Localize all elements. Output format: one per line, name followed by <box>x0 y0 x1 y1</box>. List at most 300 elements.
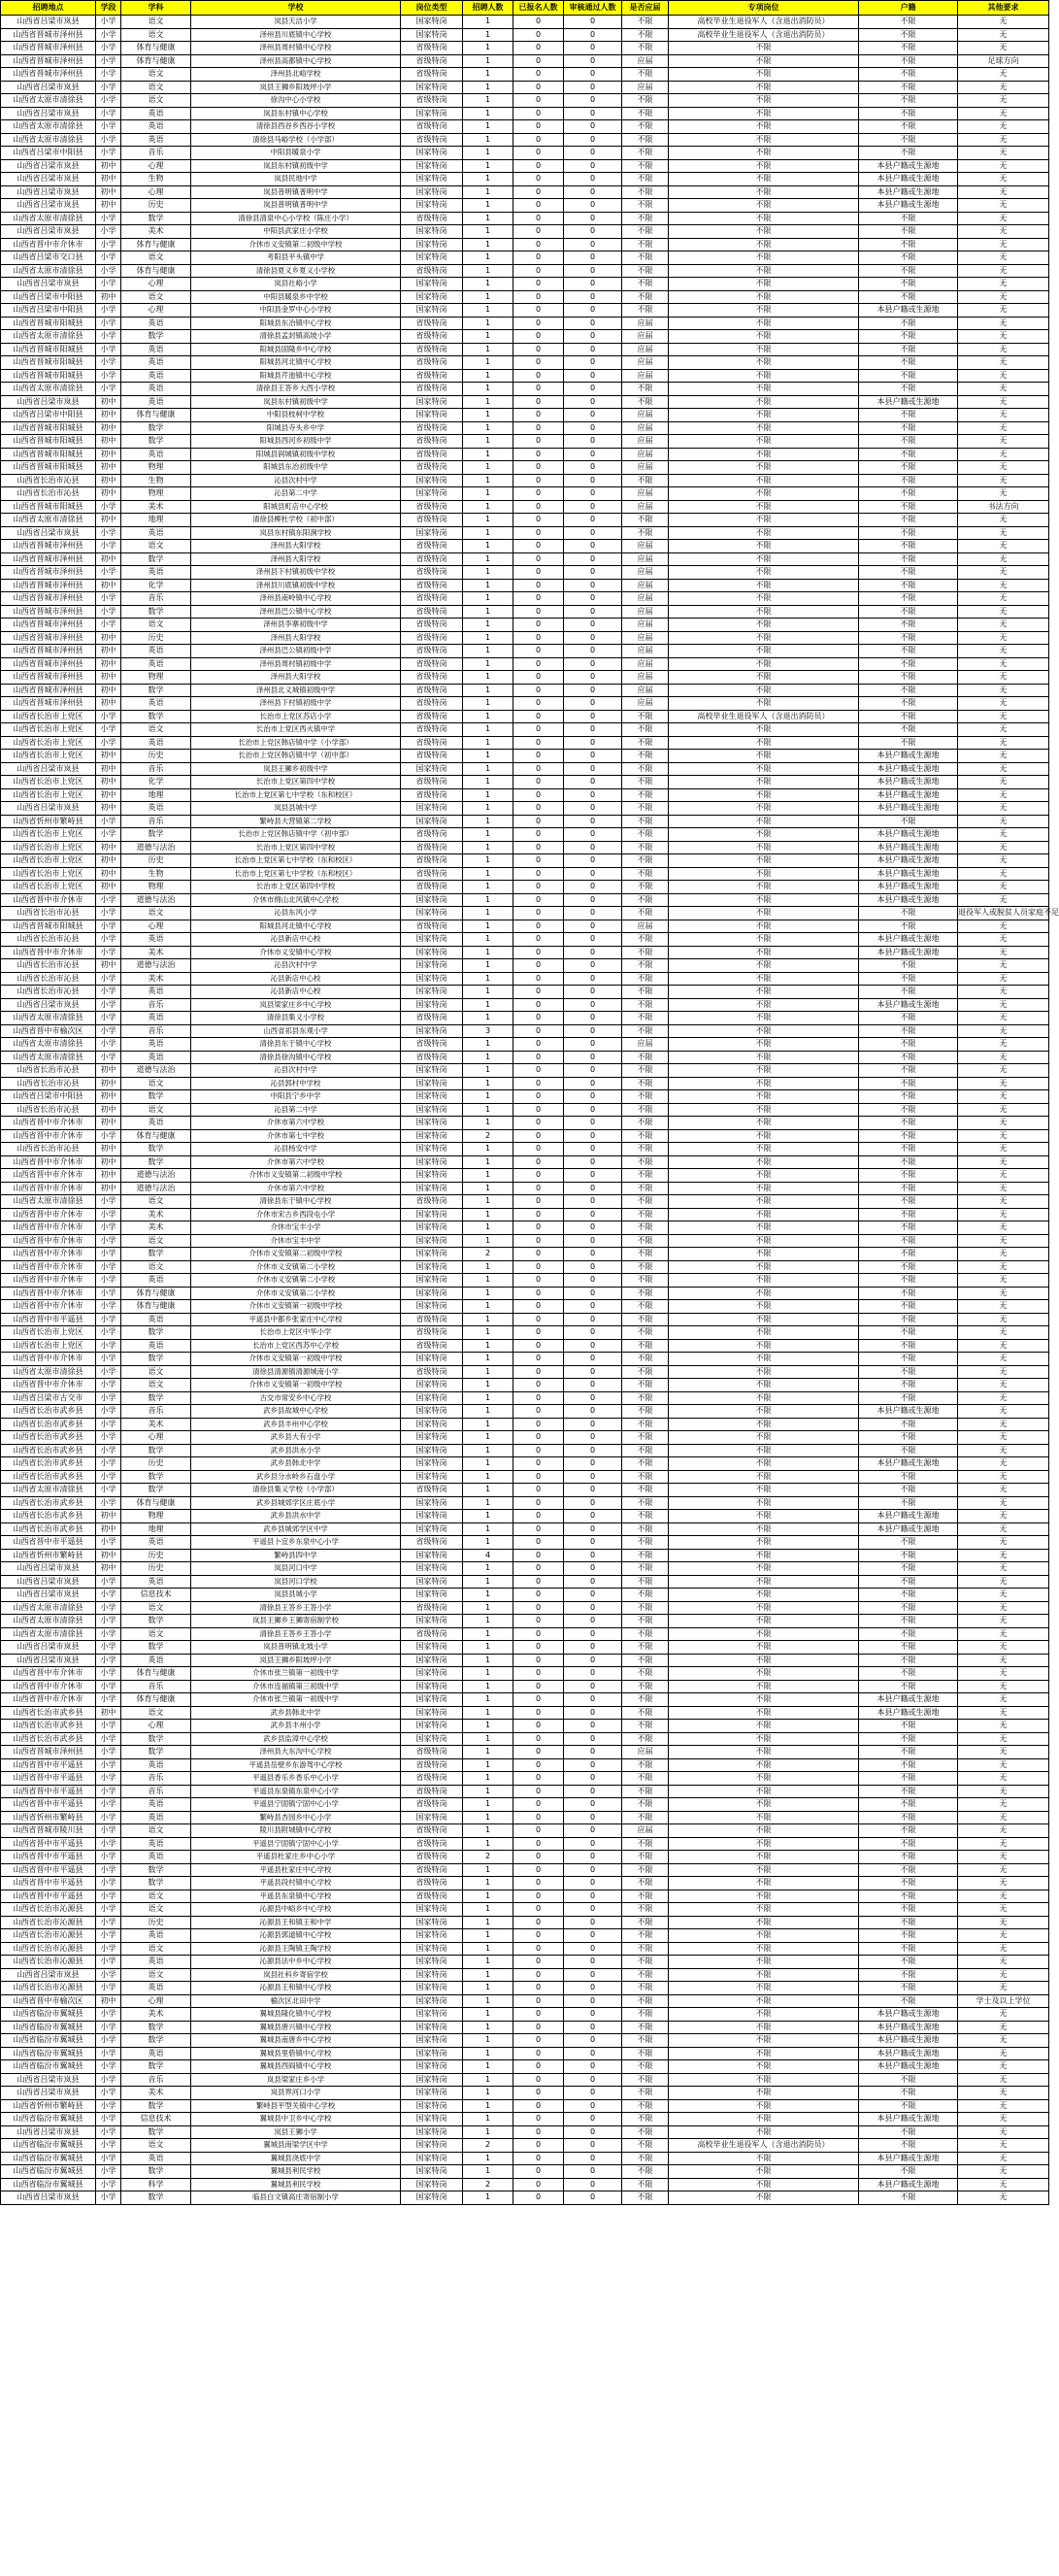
cell-fresh-grad: 不限 <box>622 120 669 134</box>
cell-post-type: 国家特岗 <box>401 1064 463 1078</box>
cell-applied: 0 <box>513 330 564 344</box>
cell-hukou: 不限 <box>859 1641 958 1655</box>
cell-hukou: 不限 <box>859 1221 958 1235</box>
cell-openings: 1 <box>463 1732 513 1746</box>
cell-location: 山西省长治市沁县 <box>1 1064 96 1078</box>
cell-hukou: 不限 <box>859 1877 958 1890</box>
cell-openings: 1 <box>463 1155 513 1169</box>
cell-applied: 0 <box>513 238 564 251</box>
cell-stage: 小学 <box>96 54 121 68</box>
cell-hukou: 不限 <box>859 1994 958 2008</box>
cell-approved: 0 <box>564 1418 622 1431</box>
cell-post-type: 省级特岗 <box>401 94 463 108</box>
cell-approved: 0 <box>564 684 622 697</box>
cell-special-post: 不限 <box>669 1221 859 1235</box>
cell-openings: 1 <box>463 1798 513 1812</box>
cell-location: 山西省晋中市平遥县 <box>1 1313 96 1326</box>
cell-stage: 小学 <box>96 998 121 1012</box>
cell-fresh-grad: 不限 <box>622 42 669 55</box>
cell-applied: 0 <box>513 1916 564 1929</box>
cell-special-post: 不限 <box>669 907 859 920</box>
cell-other: 无 <box>958 1890 1049 1903</box>
cell-fresh-grad: 应届 <box>622 684 669 697</box>
cell-hukou: 不限 <box>859 1956 958 1969</box>
cell-applied: 0 <box>513 343 564 356</box>
cell-approved: 0 <box>564 474 622 487</box>
cell-openings: 1 <box>463 435 513 449</box>
cell-stage: 小学 <box>96 1968 121 1982</box>
cell-school: 泽州县北峪学校 <box>191 68 401 82</box>
cell-school: 长治市上党区韩店镇中学（初中部） <box>191 828 401 842</box>
cell-stage: 小学 <box>96 2034 121 2048</box>
cell-openings: 1 <box>463 762 513 776</box>
cell-approved: 0 <box>564 487 622 501</box>
cell-other: 无 <box>958 1536 1049 1550</box>
cell-school: 阳城县町店中心学校 <box>191 500 401 514</box>
cell-location: 山西省太原市清徐县 <box>1 1051 96 1064</box>
cell-school: 长治市上党区第七中学校（东和校区） <box>191 854 401 868</box>
table-row <box>1 2060 1049 2074</box>
cell-approved: 0 <box>564 1562 622 1576</box>
table-row <box>1 2099 1049 2113</box>
cell-openings: 1 <box>463 1457 513 1471</box>
cell-other: 无 <box>958 1129 1049 1143</box>
cell-hukou: 不限 <box>859 1339 958 1353</box>
cell-applied: 0 <box>513 592 564 606</box>
cell-hukou: 不限 <box>859 1942 958 1956</box>
cell-approved: 0 <box>564 1811 622 1824</box>
cell-other: 无 <box>958 540 1049 553</box>
cell-post-type: 国家特岗 <box>401 998 463 1012</box>
cell-post-type: 国家特岗 <box>401 2073 463 2087</box>
cell-hukou: 不限 <box>859 147 958 160</box>
cell-special-post: 不限 <box>669 2021 859 2034</box>
table-row <box>1 1051 1049 1064</box>
cell-school: 平遥县卜宜乡东泉中心小学 <box>191 1536 401 1550</box>
cell-school: 岚县王狮乡阳坡坪小学 <box>191 1654 401 1667</box>
cell-location: 山西省吕梁市岚县 <box>1 225 96 239</box>
cell-hukou: 本县户籍或生源地 <box>859 2113 958 2126</box>
cell-special-post: 不限 <box>669 1287 859 1300</box>
cell-location: 山西省长治市沁县 <box>1 1143 96 1156</box>
cell-other: 无 <box>958 1444 1049 1457</box>
cell-stage: 小学 <box>96 1942 121 1956</box>
cell-approved: 0 <box>564 435 622 449</box>
cell-approved: 0 <box>564 1956 622 1969</box>
cell-special-post: 不限 <box>669 1627 859 1641</box>
cell-openings: 1 <box>463 723 513 737</box>
cell-openings: 1 <box>463 1811 513 1824</box>
cell-special-post: 不限 <box>669 448 859 461</box>
cell-subject: 语文 <box>121 1260 191 1274</box>
cell-hukou: 不限 <box>859 2139 958 2153</box>
cell-location: 山西省长治市上党区 <box>1 1326 96 1340</box>
cell-openings: 1 <box>463 448 513 461</box>
table-row <box>1 343 1049 356</box>
cell-openings: 1 <box>463 1968 513 1982</box>
cell-other: 无 <box>958 1064 1049 1078</box>
cell-other: 无 <box>958 1863 1049 1877</box>
cell-other: 无 <box>958 1405 1049 1419</box>
cell-other: 无 <box>958 1391 1049 1405</box>
table-row <box>1 723 1049 737</box>
cell-stage: 初中 <box>96 881 121 894</box>
cell-location: 山西省长治市上党区 <box>1 867 96 881</box>
cell-fresh-grad: 不限 <box>622 1903 669 1917</box>
cell-fresh-grad: 不限 <box>622 762 669 776</box>
cell-hukou: 不限 <box>859 2099 958 2113</box>
cell-approved: 0 <box>564 120 622 134</box>
cell-applied: 0 <box>513 1431 564 1445</box>
cell-hukou: 不限 <box>859 2165 958 2179</box>
cell-fresh-grad: 不限 <box>622 1129 669 1143</box>
cell-applied: 0 <box>513 762 564 776</box>
cell-post-type: 省级特岗 <box>401 619 463 632</box>
cell-hukou: 本县户籍或生源地 <box>859 2060 958 2074</box>
cell-fresh-grad: 不限 <box>622 1117 669 1130</box>
cell-special-post: 不限 <box>669 395 859 409</box>
cell-approved: 0 <box>564 42 622 55</box>
cell-special-post: 不限 <box>669 1064 859 1078</box>
cell-fresh-grad: 不限 <box>622 2021 669 2034</box>
cell-subject: 英语 <box>121 657 191 671</box>
cell-location: 山西省晋城市泽州县 <box>1 592 96 606</box>
cell-stage: 初中 <box>96 671 121 685</box>
cell-subject: 英语 <box>121 1837 191 1851</box>
cell-hukou: 不限 <box>859 435 958 449</box>
cell-fresh-grad: 不限 <box>622 867 669 881</box>
cell-special-post: 不限 <box>669 1182 859 1195</box>
cell-special-post: 不限 <box>669 1929 859 1943</box>
cell-post-type: 省级特岗 <box>401 671 463 685</box>
cell-hukou: 不限 <box>859 986 958 999</box>
cell-post-type: 国家特岗 <box>401 1129 463 1143</box>
cell-approved: 0 <box>564 461 622 475</box>
cell-special-post: 不限 <box>669 1956 859 1969</box>
table-row <box>1 1627 1049 1641</box>
cell-location: 山西省太原市清徐县 <box>1 1038 96 1052</box>
cell-location: 山西省长治市上党区 <box>1 723 96 737</box>
cell-post-type: 国家特岗 <box>401 1391 463 1405</box>
cell-hukou: 不限 <box>859 1274 958 1288</box>
cell-fresh-grad: 不限 <box>622 2099 669 2113</box>
cell-school: 中阳县宁乡中学 <box>191 1090 401 1104</box>
cell-stage: 小学 <box>96 238 121 251</box>
cell-subject: 英语 <box>121 1051 191 1064</box>
cell-stage: 初中 <box>96 867 121 881</box>
cell-fresh-grad: 不限 <box>622 1720 669 1733</box>
cell-openings: 1 <box>463 1287 513 1300</box>
cell-applied: 0 <box>513 684 564 697</box>
cell-openings: 1 <box>463 1982 513 1995</box>
cell-subject: 英语 <box>121 395 191 409</box>
cell-post-type: 国家特岗 <box>401 1405 463 1419</box>
cell-other: 无 <box>958 1248 1049 1261</box>
cell-openings: 1 <box>463 1522 513 1536</box>
cell-stage: 小学 <box>96 1615 121 1628</box>
cell-applied: 0 <box>513 723 564 737</box>
cell-location: 山西省吕梁市中阳县 <box>1 1090 96 1104</box>
cell-applied: 0 <box>513 42 564 55</box>
cell-stage: 小学 <box>96 2125 121 2139</box>
cell-location: 山西省晋城市泽州县 <box>1 42 96 55</box>
cell-approved: 0 <box>564 1746 622 1759</box>
cell-subject: 音乐 <box>121 1405 191 1419</box>
cell-fresh-grad: 不限 <box>622 199 669 213</box>
cell-stage: 初中 <box>96 841 121 854</box>
cell-post-type: 国家特岗 <box>401 1143 463 1156</box>
cell-other: 无 <box>958 147 1049 160</box>
cell-school: 岚县县城中学 <box>191 802 401 816</box>
cell-hukou: 本县户籍或生源地 <box>859 893 958 907</box>
cell-applied: 0 <box>513 1863 564 1877</box>
cell-approved: 0 <box>564 1143 622 1156</box>
cell-stage: 小学 <box>96 828 121 842</box>
cell-openings: 1 <box>463 671 513 685</box>
cell-applied: 0 <box>513 54 564 68</box>
cell-stage: 小学 <box>96 343 121 356</box>
cell-applied: 0 <box>513 2191 564 2205</box>
cell-subject: 美术 <box>121 225 191 239</box>
cell-special-post: 高校毕业生退役军人（含退出消防员） <box>669 710 859 723</box>
cell-applied: 0 <box>513 1654 564 1667</box>
cell-school: 武乡县分水岭乡石盘小学 <box>191 1470 401 1484</box>
cell-openings: 1 <box>463 1772 513 1786</box>
cell-other: 无 <box>958 1260 1049 1274</box>
cell-approved: 0 <box>564 1234 622 1248</box>
cell-openings: 1 <box>463 802 513 816</box>
cell-approved: 0 <box>564 16 622 29</box>
cell-hukou: 不限 <box>859 645 958 658</box>
cell-school: 泽州县大阳学校 <box>191 671 401 685</box>
cell-special-post: 不限 <box>669 369 859 383</box>
cell-other: 无 <box>958 1732 1049 1746</box>
cell-hukou: 不限 <box>859 94 958 108</box>
cell-fresh-grad: 应届 <box>622 461 669 475</box>
cell-other: 无 <box>958 1300 1049 1314</box>
cell-approved: 0 <box>564 1064 622 1078</box>
cell-applied: 0 <box>513 1720 564 1733</box>
cell-hukou: 本县户籍或生源地 <box>859 2008 958 2022</box>
cell-special-post: 不限 <box>669 1706 859 1720</box>
cell-approved: 0 <box>564 1287 622 1300</box>
cell-location: 山西省长治市沁县 <box>1 986 96 999</box>
cell-other: 无 <box>958 2178 1049 2191</box>
cell-special-post: 不限 <box>669 552 859 566</box>
cell-special-post: 不限 <box>669 2047 859 2060</box>
cell-applied: 0 <box>513 2139 564 2153</box>
cell-subject: 道德与法治 <box>121 841 191 854</box>
cell-other: 无 <box>958 1929 1049 1943</box>
cell-hukou: 不限 <box>859 1589 958 1602</box>
cell-location: 山西省晋中市介休市 <box>1 1353 96 1366</box>
cell-special-post: 不限 <box>669 881 859 894</box>
cell-school: 介休市张兰镇第一初级中学 <box>191 1693 401 1707</box>
cell-school: 武乡县故城中心学校 <box>191 1405 401 1419</box>
cell-special-post: 不限 <box>669 225 859 239</box>
table-row <box>1 42 1049 55</box>
cell-special-post: 不限 <box>669 1536 859 1550</box>
cell-approved: 0 <box>564 750 622 763</box>
cell-school: 介休市义安镇第二初级中学校 <box>191 1169 401 1183</box>
table-row <box>1 1589 1049 1602</box>
cell-hukou: 本县户籍或生源地 <box>859 2152 958 2165</box>
cell-special-post: 不限 <box>669 1117 859 1130</box>
cell-applied: 0 <box>513 1195 564 1209</box>
cell-stage: 小学 <box>96 1627 121 1641</box>
cell-school: 岚县东村镇中心学校 <box>191 107 401 120</box>
cell-applied: 0 <box>513 212 564 225</box>
cell-applied: 0 <box>513 1798 564 1812</box>
cell-approved: 0 <box>564 579 622 592</box>
cell-subject: 数学 <box>121 710 191 723</box>
cell-fresh-grad: 不限 <box>622 107 669 120</box>
cell-subject: 音乐 <box>121 2073 191 2087</box>
table-row <box>1 251 1049 265</box>
cell-post-type: 省级特岗 <box>401 68 463 82</box>
cell-stage: 小学 <box>96 1720 121 1733</box>
cell-other: 无 <box>958 959 1049 973</box>
cell-fresh-grad: 应届 <box>622 920 669 933</box>
cell-special-post: 不限 <box>669 828 859 842</box>
cell-special-post: 不限 <box>669 1353 859 1366</box>
cell-post-type: 省级特岗 <box>401 854 463 868</box>
cell-stage: 小学 <box>96 212 121 225</box>
cell-hukou: 本县户籍或生源地 <box>859 2034 958 2048</box>
cell-other: 无 <box>958 946 1049 959</box>
cell-subject: 美术 <box>121 2008 191 2022</box>
cell-openings: 1 <box>463 159 513 173</box>
cell-approved: 0 <box>564 2087 622 2100</box>
cell-post-type: 国家特岗 <box>401 2099 463 2113</box>
cell-subject: 历史 <box>121 1549 191 1562</box>
table-row <box>1 2113 1049 2126</box>
cell-other: 无 <box>958 1470 1049 1484</box>
cell-hukou: 不限 <box>859 1391 958 1405</box>
cell-subject: 英语 <box>121 802 191 816</box>
cell-applied: 0 <box>513 1182 564 1195</box>
cell-school: 武乡县韩北中学 <box>191 1706 401 1720</box>
cell-fresh-grad: 应届 <box>622 317 669 330</box>
cell-openings: 1 <box>463 1418 513 1431</box>
cell-special-post: 不限 <box>669 933 859 947</box>
table-row <box>1 2139 1049 2153</box>
cell-school: 介休市张兰镇第一初级中学 <box>191 1667 401 1681</box>
cell-school: 介休市宝丰小学 <box>191 1221 401 1235</box>
cell-applied: 0 <box>513 369 564 383</box>
cell-special-post: 不限 <box>669 1051 859 1064</box>
cell-location: 山西省长治市武乡县 <box>1 1457 96 1471</box>
cell-post-type: 省级特岗 <box>401 776 463 789</box>
table-row <box>1 1169 1049 1183</box>
cell-other: 无 <box>958 409 1049 422</box>
cell-fresh-grad: 不限 <box>622 736 669 750</box>
cell-special-post: 不限 <box>669 264 859 278</box>
cell-applied: 0 <box>513 697 564 711</box>
cell-openings: 1 <box>463 1929 513 1943</box>
cell-approved: 0 <box>564 1484 622 1497</box>
cell-approved: 0 <box>564 1615 622 1628</box>
cell-approved: 0 <box>564 395 622 409</box>
cell-school: 阳城县东冶初级中学 <box>191 461 401 475</box>
cell-hukou: 本县户籍或生源地 <box>859 788 958 802</box>
cell-openings: 1 <box>463 120 513 134</box>
cell-applied: 0 <box>513 1811 564 1824</box>
cell-location: 山西省忻州市繁峙县 <box>1 815 96 828</box>
cell-location: 山西省吕梁市交口县 <box>1 251 96 265</box>
cell-special-post: 不限 <box>669 1798 859 1812</box>
cell-approved: 0 <box>564 1457 622 1471</box>
cell-other: 无 <box>958 159 1049 173</box>
cell-location: 山西省长治市武乡县 <box>1 1470 96 1484</box>
table-row <box>1 579 1049 592</box>
table-row <box>1 893 1049 907</box>
cell-special-post: 不限 <box>669 1470 859 1484</box>
table-row <box>1 1720 1049 1733</box>
cell-subject: 数学 <box>121 2060 191 2074</box>
cell-applied: 0 <box>513 1562 564 1576</box>
cell-applied: 0 <box>513 2178 564 2191</box>
cell-stage: 小学 <box>96 1195 121 1209</box>
cell-fresh-grad: 应届 <box>622 487 669 501</box>
cell-hukou: 不限 <box>859 579 958 592</box>
cell-school: 平遥县杜家庄中心学校 <box>191 1863 401 1877</box>
cell-school: 岚县梁家庄乡小学 <box>191 2073 401 2087</box>
cell-other: 无 <box>958 1326 1049 1340</box>
table-row <box>1 1038 1049 1052</box>
cell-approved: 0 <box>564 185 622 199</box>
cell-stage: 小学 <box>96 1536 121 1550</box>
cell-other: 无 <box>958 2021 1049 2034</box>
cell-special-post: 不限 <box>669 1667 859 1681</box>
cell-location: 山西省长治市沁县 <box>1 474 96 487</box>
cell-stage: 小学 <box>96 264 121 278</box>
cell-school: 平遥县东泉镇中心学校 <box>191 1890 401 1903</box>
cell-location: 山西省长治市上党区 <box>1 1339 96 1353</box>
table-row <box>1 1890 1049 1903</box>
cell-openings: 1 <box>463 1589 513 1602</box>
cell-hukou: 不限 <box>859 133 958 147</box>
cell-subject: 数学 <box>121 2021 191 2034</box>
cell-location: 山西省长治市武乡县 <box>1 1444 96 1457</box>
table-row <box>1 657 1049 671</box>
cell-post-type: 国家特岗 <box>401 238 463 251</box>
cell-applied: 0 <box>513 750 564 763</box>
cell-stage: 初中 <box>96 461 121 475</box>
cell-fresh-grad: 应届 <box>622 356 669 370</box>
cell-openings: 1 <box>463 369 513 383</box>
cell-other: 无 <box>958 579 1049 592</box>
cell-openings: 2 <box>463 2178 513 2191</box>
table-row <box>1 1851 1049 1864</box>
cell-stage: 小学 <box>96 1353 121 1366</box>
cell-stage: 小学 <box>96 42 121 55</box>
header-fresh-grad: 是否应届 <box>622 1 669 16</box>
cell-location: 山西省太原市清徐县 <box>1 383 96 396</box>
cell-fresh-grad: 不限 <box>622 1589 669 1602</box>
table-row <box>1 986 1049 999</box>
cell-school: 泽州县大阳学校 <box>191 631 401 645</box>
cell-school: 长治市上党区韩店镇中学（小学部） <box>191 736 401 750</box>
cell-location: 山西省晋城市泽州县 <box>1 1746 96 1759</box>
cell-applied: 0 <box>513 1117 564 1130</box>
cell-hukou: 不限 <box>859 1379 958 1392</box>
table-row <box>1 1522 1049 1536</box>
table-row <box>1 81 1049 94</box>
cell-other: 无 <box>958 1103 1049 1117</box>
cell-post-type: 国家特岗 <box>401 1667 463 1681</box>
cell-stage: 小学 <box>96 1863 121 1877</box>
